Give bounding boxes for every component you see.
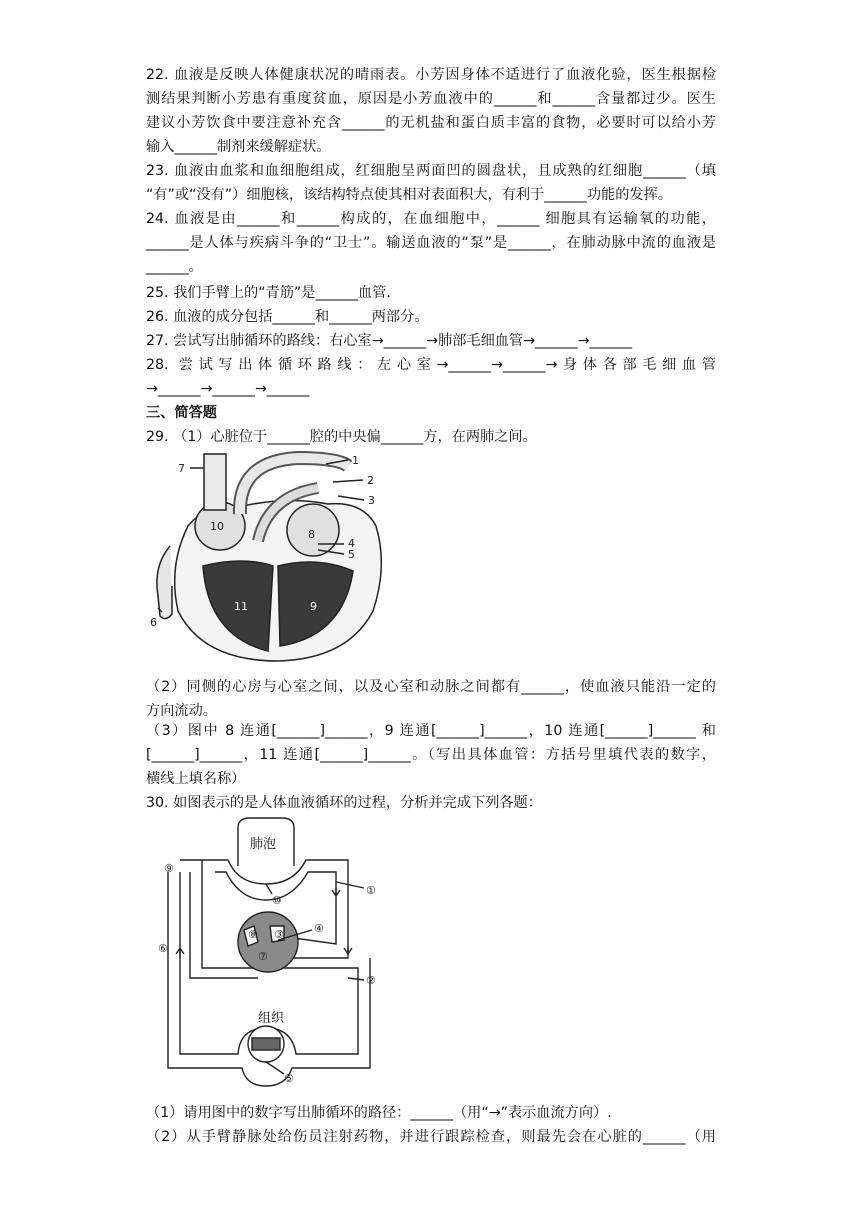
q30-line: 30. 如图表示的是人体血液循环的过程，分析并完成下列各题：	[146, 795, 542, 811]
q24-line-3: ______。	[146, 259, 203, 275]
heart-label-5: 5	[348, 548, 355, 561]
circ-label-4: ④	[314, 922, 324, 935]
q28-line-2: →______→______→______	[146, 381, 310, 397]
heart-label-6: 6	[150, 616, 157, 629]
circ-label-6: ⑥	[158, 942, 168, 955]
heart-label-9: 9	[310, 600, 317, 613]
q24-line-2: ______是人体与疾病斗争的“卫士”。输送血液的“泵”是______，在肺动脉中流的血液是	[146, 235, 716, 251]
q29-part2-line-1: （2）同侧的心房与心室之间，以及心室和动脉之间都有______，使血液只能沿一定的	[146, 679, 716, 695]
q29-part3-line-3: 横线上填名称）	[146, 771, 246, 787]
circ-label-8: ⑧	[248, 928, 258, 941]
q25-line: 25. 我们手臂上的“青筋”是______血管．	[146, 285, 401, 301]
q29-part3-line-1: （3）图中 8 连通[______]______，9 连通[______]______，10 连通[______]______ 和	[146, 723, 716, 739]
alveolus-label: 肺泡	[250, 837, 277, 852]
circ-label-2: ②	[366, 974, 376, 987]
circ-label-9: ⑨	[164, 862, 174, 875]
circ-label-1: ①	[366, 884, 376, 897]
q22-line-4: 输入______制剂来缓解症状。	[146, 139, 331, 155]
heart-label-2: 2	[367, 474, 374, 487]
heart-label-7: 7	[178, 462, 185, 475]
q27-line: 27. 尝试写出肺循环的路线：右心室→______→肺部毛细血管→______→______	[146, 333, 633, 349]
q28-line-1: 28. 尝试写出体循环路线：左心室→______→______→身体各部毛细血管	[146, 357, 716, 373]
heart-label-11: 11	[234, 600, 248, 613]
circ-label-10: ⑩	[272, 894, 282, 907]
circ-label-7: ⑦	[258, 950, 268, 963]
q29-part3-line-2: [______]______，11 连通[______]______。（写出具体血管：方括号里填代表的数字，	[146, 747, 716, 763]
q23-line-2: “有”或“没有”）细胞核，该结构特点使其相对表面积大，有利于______功能的发挥。	[146, 187, 672, 203]
q26-line: 26. 血液的成分包括______和______两部分。	[146, 309, 429, 325]
q29-part1-line: 29. （1）心脏位于______腔的中央偏______方，在两肺之间。	[146, 429, 537, 445]
q29-part2-line-2: 方向流动。	[146, 703, 217, 719]
heart-diagram	[148, 446, 398, 664]
q30-part2-line: （2）从手臂静脉处给伤员注射药物，并进行跟踪检查，则最先会在心脏的______（用	[146, 1129, 716, 1145]
q22-line-1: 22. 血液是反映人体健康状况的晴雨表。小芳因身体不适进行了血液化验，医生根据检	[146, 67, 716, 83]
circulation-diagram	[160, 818, 390, 1088]
q22-line-3: 建议小芳饮食中要注意补充含______的无机盐和蛋白质丰富的食物，必要时可以给小芳	[146, 115, 716, 131]
q24-line-1: 24. 血液是由______和______构成的，在血细胞中，______ 细胞具有运输氧的功能，	[146, 211, 716, 227]
circ-label-5: ⑤	[284, 1072, 294, 1085]
section-heading: 三、简答题	[146, 405, 217, 421]
q23-line-1: 23. 血液由血浆和血细胞组成，红细胞呈两面凹的圆盘状，且成熟的红细胞______（填	[146, 163, 716, 179]
circ-label-3: ③	[274, 928, 284, 941]
heart-label-4: 4	[348, 537, 355, 550]
q30-part1-line: （1）请用图中的数字写出肺循环的路径：______（用“→”表示血流方向）.	[146, 1105, 612, 1121]
heart-label-1: 1	[352, 454, 359, 467]
heart-label-3: 3	[368, 494, 375, 507]
heart-label-8: 8	[308, 528, 315, 541]
q22-line-2: 测结果判断小芳患有重度贫血，原因是小芳血液中的______和______含量都过少。医生	[146, 91, 716, 107]
heart-label-10: 10	[210, 520, 224, 533]
tissue-label: 组织	[258, 1011, 285, 1026]
